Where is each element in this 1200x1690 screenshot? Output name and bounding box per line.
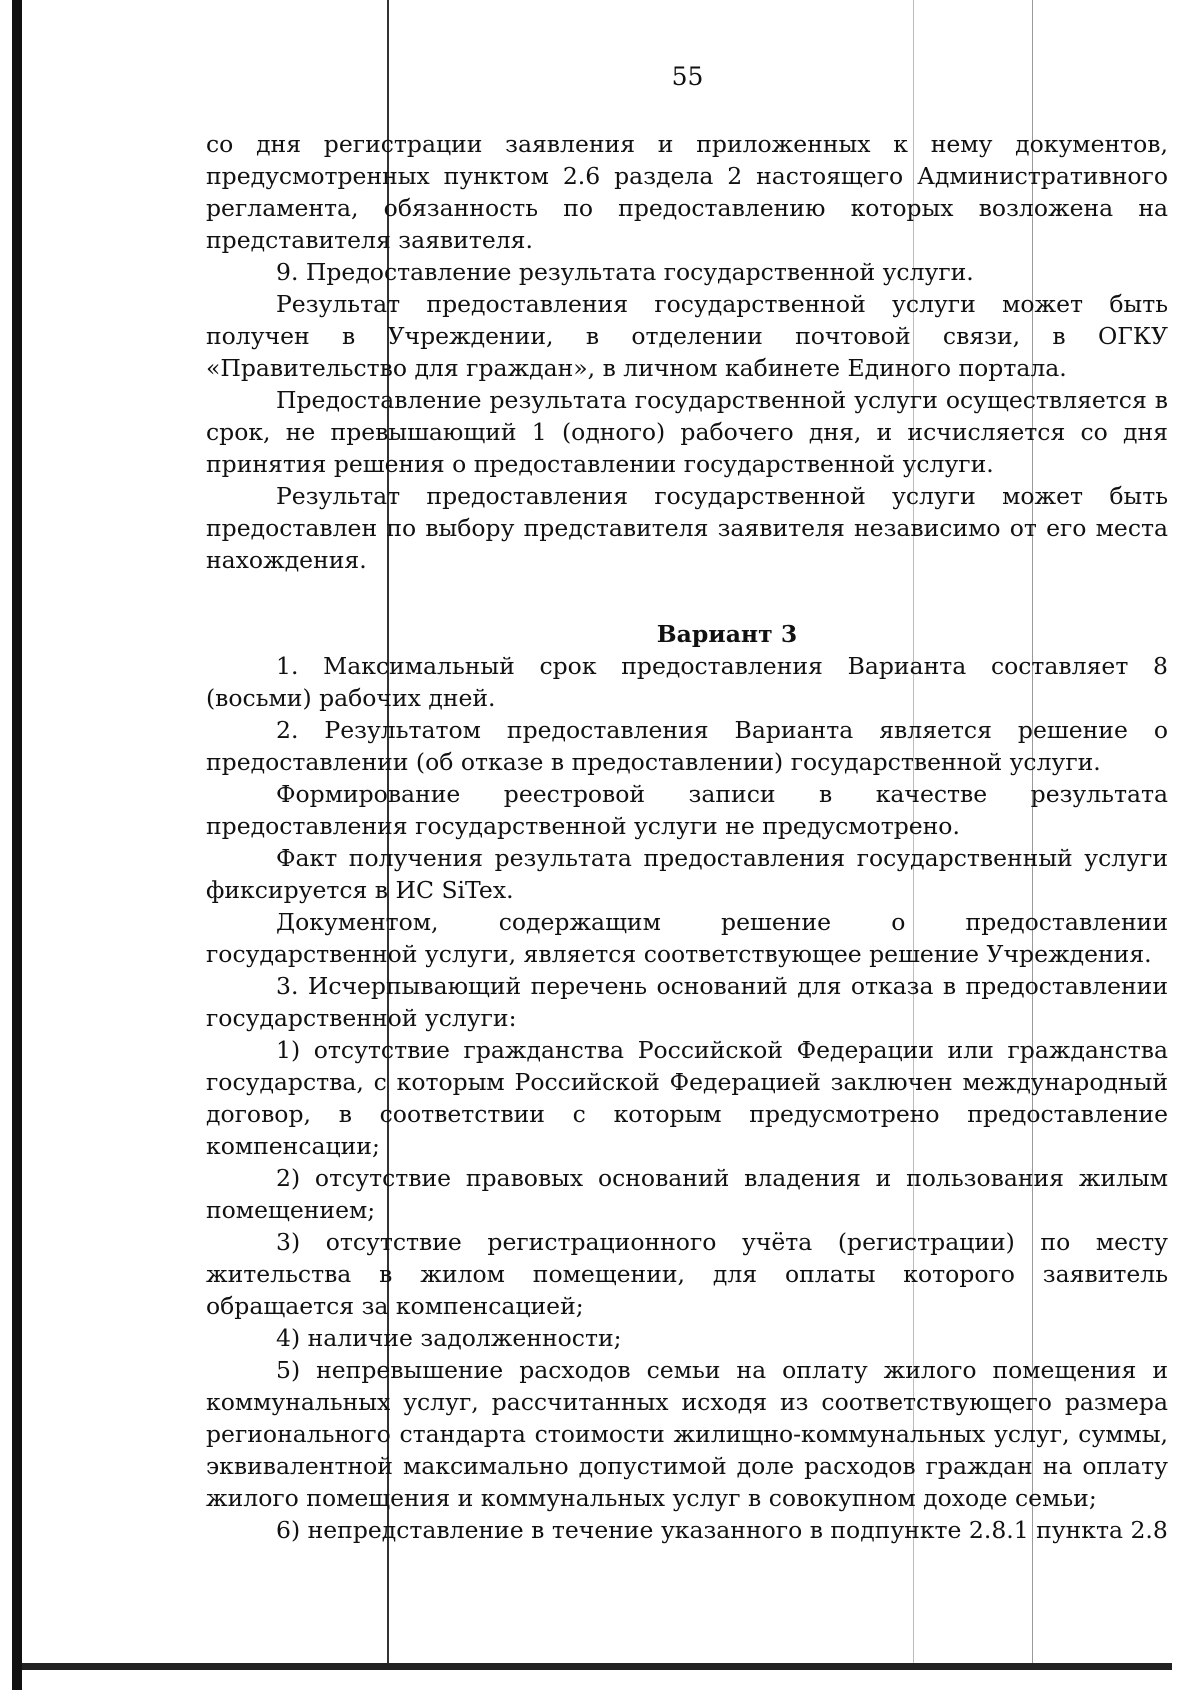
scan-edge-bottom	[22, 1663, 1172, 1670]
section-heading: Вариант 3	[656, 620, 798, 648]
list-item: 5) непревышение расходов семьи на оплату жилого помещения и коммунальных услуг, рассчитанных исходя из соответствующего размера регионального стандарта стоимости жилищно-коммунальных услуг, суммы, эквивалентной максимально допустимой доле расходов граждан на оплату жилого помещения и коммунальных услуг в совокупном доходе семьи;	[206, 1356, 1168, 1512]
paragraph: Результат предоставления государственной услуги может быть получен в Учреждении, в отделении почтовой связи, в ОГКУ «Правительство для граждан», в личном кабинете Единого портала.	[206, 290, 1168, 382]
paragraph: Формирование реестровой записи в качестве результата предоставления государственной услуги не предусмотрено.	[206, 780, 1168, 840]
list-item: 2) отсутствие правовых оснований владения и пользования жилым помещением;	[206, 1164, 1168, 1224]
paragraph: 9. Предоставление результата государственной услуги.	[276, 258, 974, 286]
paragraph: со дня регистрации заявления и приложенных к нему документов, предусмотренных пунктом 2.6 раздела 2 настоящего Административного регламента, обязанность по предоставлению которых возложена на представителя заявителя.	[206, 130, 1168, 254]
list-item: 4) наличие задолженности;	[276, 1324, 622, 1352]
paragraph: Предоставление результата государственной услуги осуществляется в срок, не превышающий 1 (одного) рабочего дня, и исчисляется со дня принятия решения о предоставлении государственной услуги.	[206, 386, 1168, 478]
page-number: 55	[671, 62, 704, 91]
paragraph: Результат предоставления государственной услуги может быть предоставлен по выбору представителя заявителя независимо от его места нахождения.	[206, 482, 1168, 574]
document-body	[206, 128, 1168, 1546]
list-item: 3) отсутствие регистрационного учёта (регистрации) по месту жительства в жилом помещении, для оплаты которого заявитель обращается за компенсацией;	[206, 1228, 1168, 1320]
paragraph: 1. Максимальный срок предоставления Варианта составляет 8 (восьми) рабочих дней.	[206, 652, 1168, 712]
paragraph: Факт получения результата предоставления государственный услуги фиксируется в ИС SiTex.	[206, 844, 1168, 904]
list-item: 1) отсутствие гражданства Российской Федерации или гражданства государства, с которым Российской Федерацией заключен международный договор, в соответствии с которым предусмотрено предоставление компенсации;	[206, 1036, 1168, 1160]
paragraph: 3. Исчерпывающий перечень оснований для отказа в предоставлении государственной услуги:	[206, 972, 1168, 1032]
list-item: 6) непредставление в течение указанного в подпункте 2.8.1 пункта 2.8	[276, 1516, 1168, 1544]
paragraph: Документом, содержащим решение о предоставлении государственной услуги, является соответствующее решение Учреждения.	[206, 908, 1168, 968]
paragraph: 2. Результатом предоставления Варианта является решение о предоставлении (об отказе в предоставлении) государственной услуги.	[206, 716, 1168, 776]
scan-edge-left	[12, 0, 22, 1690]
